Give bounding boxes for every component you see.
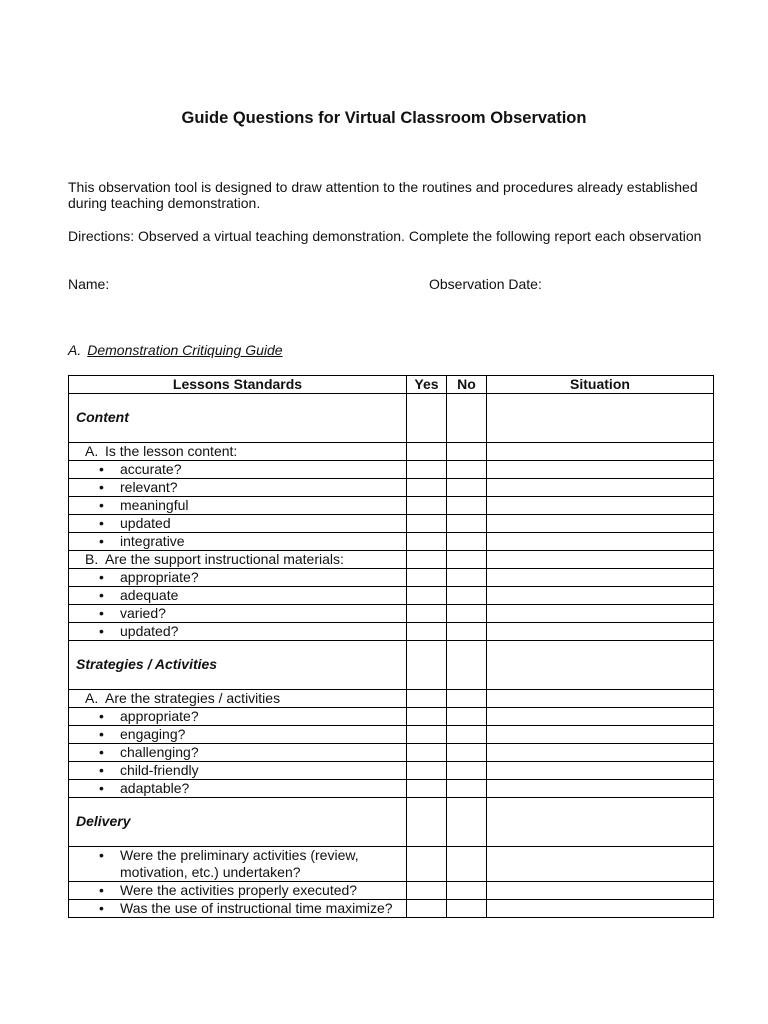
yes-cell[interactable] [407,882,447,900]
document-title: Guide Questions for Virtual Classroom Observation [181,109,587,127]
table-row [69,623,714,641]
bullet-icon: • [99,882,104,898]
section-letter: A. [68,342,82,358]
yes-cell[interactable] [407,847,447,882]
no-cell[interactable] [447,443,487,461]
yes-cell[interactable] [407,515,447,533]
situation-cell[interactable] [487,569,714,587]
table-row [69,900,714,918]
list-item [69,708,407,726]
no-cell[interactable] [447,569,487,587]
no-cell[interactable] [447,497,487,515]
table-row [69,479,714,497]
no-cell[interactable] [447,641,487,690]
bullet-icon: • [99,762,104,778]
list-item [69,461,407,479]
situation-cell[interactable] [487,497,714,515]
critiquing-guide-table [68,375,714,918]
section-heading [68,342,283,358]
item-text: adaptable? [120,780,190,796]
situation-cell[interactable] [487,551,714,569]
no-cell[interactable] [447,882,487,900]
bullet-icon: • [99,605,104,621]
list-item [69,623,407,641]
situation-cell[interactable] [487,847,714,882]
question-text: Is the lesson content: [105,443,238,459]
table-row [69,780,714,798]
item-text: integrative [120,533,185,549]
situation-cell[interactable] [487,726,714,744]
table-row [69,847,714,882]
yes-cell[interactable] [407,587,447,605]
category-row-content [69,394,714,443]
situation-cell[interactable] [487,690,714,708]
situation-cell[interactable] [487,882,714,900]
question-strategies-a [69,690,407,708]
table-row [69,726,714,744]
bullet-icon: • [99,847,104,863]
bullet-icon: • [99,515,104,531]
situation-cell[interactable] [487,744,714,762]
yes-cell[interactable] [407,744,447,762]
bullet-icon: • [99,569,104,585]
item-text: appropriate? [120,569,199,585]
bullet-icon: • [99,900,104,916]
yes-cell[interactable] [407,762,447,780]
header-situation: Situation [487,376,714,394]
situation-cell[interactable] [487,394,714,443]
list-item [69,780,407,798]
no-cell[interactable] [447,690,487,708]
table-row [69,605,714,623]
situation-cell[interactable] [487,780,714,798]
bullet-icon: • [99,533,104,549]
yes-cell[interactable] [407,798,447,847]
no-cell[interactable] [447,394,487,443]
situation-cell[interactable] [487,900,714,918]
item-text: appropriate? [120,708,199,724]
item-text: relevant? [120,479,178,495]
no-cell[interactable] [447,533,487,551]
question-content-b [69,551,407,569]
category-delivery: Delivery [69,798,407,847]
situation-cell[interactable] [487,479,714,497]
situation-cell[interactable] [487,443,714,461]
bullet-icon: • [99,623,104,639]
category-row-strategies [69,641,714,690]
list-item [69,569,407,587]
no-cell[interactable] [447,900,487,918]
item-text: challenging? [120,744,199,760]
table-row [69,551,714,569]
bullet-icon: • [99,479,104,495]
category-row-delivery [69,798,714,847]
situation-cell[interactable] [487,587,714,605]
situation-cell[interactable] [487,461,714,479]
list-item [69,515,407,533]
table-row [69,443,714,461]
table-row [69,497,714,515]
item-text: engaging? [120,726,186,742]
yes-cell[interactable] [407,443,447,461]
no-cell[interactable] [447,605,487,623]
table-row [69,569,714,587]
situation-cell[interactable] [487,605,714,623]
no-cell[interactable] [447,780,487,798]
no-cell[interactable] [447,551,487,569]
no-cell[interactable] [447,587,487,605]
no-cell[interactable] [447,479,487,497]
bullet-icon: • [99,708,104,724]
table-row [69,587,714,605]
no-cell[interactable] [447,623,487,641]
yes-cell[interactable] [407,394,447,443]
bullet-icon: • [99,587,104,603]
situation-cell[interactable] [487,533,714,551]
bullet-icon: • [99,497,104,513]
question-text: Are the strategies / activities [105,690,281,706]
yes-cell[interactable] [407,497,447,515]
item-text: accurate? [120,461,182,477]
category-content: Content [69,394,407,443]
item-text: varied? [120,605,166,621]
item-text: Was the use of instructional time maximize? [120,900,393,916]
no-cell[interactable] [447,798,487,847]
item-text: child-friendly [120,762,199,778]
yes-cell[interactable] [407,605,447,623]
no-cell[interactable] [447,762,487,780]
item-text: adequate [120,587,179,603]
table-row [69,708,714,726]
no-cell[interactable] [447,744,487,762]
no-cell[interactable] [447,847,487,882]
yes-cell[interactable] [407,641,447,690]
section-title: Demonstration Critiquing Guide [87,342,283,358]
situation-cell[interactable] [487,798,714,847]
list-item [69,726,407,744]
item-text: meaningful [120,497,189,513]
question-letter: A. [85,690,99,706]
name-label: Name: [68,276,110,292]
list-item [69,882,407,900]
bullet-icon: • [99,780,104,796]
directions-paragraph: Directions: Observed a virtual teaching demonstration. Complete the following report each observation [68,228,702,244]
table-row [69,744,714,762]
table-row [69,461,714,479]
table-row [69,690,714,708]
table-header-row [69,376,714,394]
observation-date-label: Observation Date: [429,276,542,292]
bullet-icon: • [99,744,104,760]
intro-paragraph: This observation tool is designed to draw attention to the routines and procedures already established during teaching demonstration. [68,179,698,211]
list-item [69,479,407,497]
list-item [69,900,407,918]
situation-cell[interactable] [487,515,714,533]
no-cell[interactable] [447,726,487,744]
yes-cell[interactable] [407,726,447,744]
item-text: Were the activities properly executed? [120,882,358,898]
list-item [69,847,407,882]
list-item [69,587,407,605]
yes-cell[interactable] [407,479,447,497]
bullet-icon: • [99,461,104,477]
table-row [69,882,714,900]
no-cell[interactable] [447,708,487,726]
list-item [69,762,407,780]
yes-cell[interactable] [407,551,447,569]
situation-cell[interactable] [487,641,714,690]
list-item [69,533,407,551]
table-row [69,515,714,533]
yes-cell[interactable] [407,533,447,551]
yes-cell[interactable] [407,900,447,918]
no-cell[interactable] [447,461,487,479]
yes-cell[interactable] [407,569,447,587]
bullet-icon: • [99,726,104,742]
situation-cell[interactable] [487,708,714,726]
table-row [69,533,714,551]
header-yes: Yes [407,376,447,394]
situation-cell[interactable] [487,623,714,641]
header-lessons-standards: Lessons Standards [69,376,407,394]
question-content-a [69,443,407,461]
question-text: Are the support instructional materials: [105,551,344,567]
item-text: updated [120,515,171,531]
list-item [69,497,407,515]
table-row [69,762,714,780]
category-strategies: Strategies / Activities [69,641,407,690]
yes-cell[interactable] [407,708,447,726]
yes-cell[interactable] [407,780,447,798]
list-item [69,605,407,623]
header-no: No [447,376,487,394]
question-letter: A. [85,443,99,459]
no-cell[interactable] [447,515,487,533]
situation-cell[interactable] [487,762,714,780]
question-letter: B. [85,551,99,567]
yes-cell[interactable] [407,690,447,708]
yes-cell[interactable] [407,623,447,641]
yes-cell[interactable] [407,461,447,479]
list-item [69,744,407,762]
item-text: updated? [120,623,179,639]
item-text: Were the preliminary activities (review, motivation, etc.) undertaken? [120,847,359,880]
